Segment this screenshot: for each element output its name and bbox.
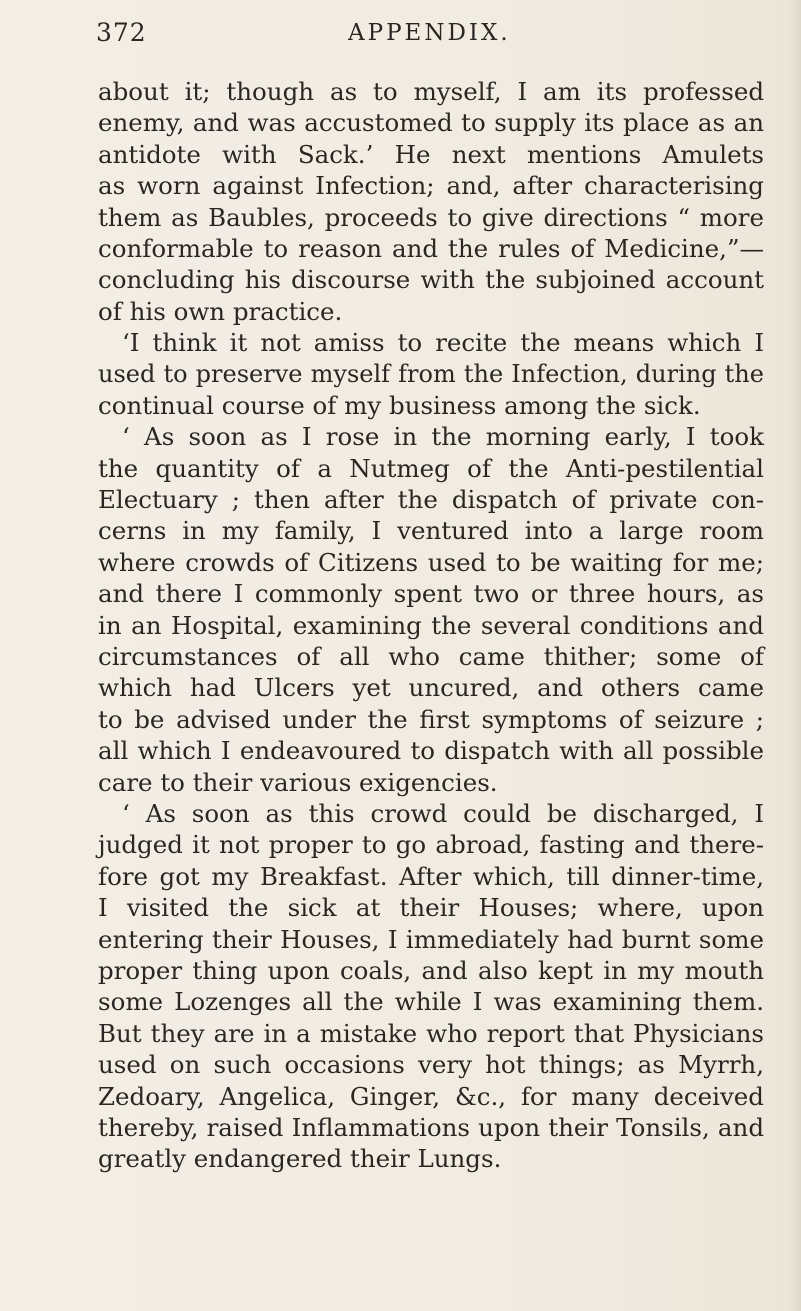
- running-head: [96, 18, 766, 58]
- text-line: ‘I think it not amiss to recite the means which I: [122, 328, 764, 358]
- text-line: But they are in a mistake who report that Physicians: [98, 1018, 764, 1048]
- body-text: [98, 76, 764, 1175]
- text-line: about it; though as to myself, I am its professed: [98, 77, 764, 106]
- text-line: conformable to reason and the rules of Medicine,”—: [98, 233, 764, 263]
- page-edge-shadow: [787, 0, 801, 1311]
- running-title: APPENDIX.: [348, 20, 511, 46]
- text-line: ‘ As soon as I rose in the morning early, I took: [122, 422, 764, 452]
- text-line: cerns in my family, I ventured into a large room: [98, 516, 764, 546]
- text-line: which had Ulcers yet uncured, and others came: [98, 673, 764, 703]
- text-line: the quantity of a Nutmeg of the Anti-pestilential: [98, 453, 764, 483]
- text-line: enemy, and was accustomed to supply its place as an: [98, 108, 764, 138]
- text-line: Electuary ; then after the dispatch of private con-: [98, 485, 764, 515]
- text-line: in an Hospital, examining the several conditions and: [98, 610, 764, 640]
- text-line: thereby, raised Inflammations upon their Tonsils, and: [98, 1112, 764, 1142]
- text-line: circumstances of all who came thither; some of: [98, 642, 764, 672]
- text-line: judged it not proper to go abroad, fasting and there-: [98, 830, 764, 860]
- text-line: used on such occasions very hot things; as Myrrh,: [98, 1050, 764, 1080]
- text-line: entering their Houses, I immediately had burnt some: [98, 924, 764, 954]
- text-line: of his own practice.: [98, 296, 343, 326]
- text-line: ‘ As soon as this crowd could be discharged, I: [122, 798, 764, 828]
- text-line: proper thing upon coals, and also kept in my mouth: [98, 955, 764, 985]
- text-line: fore got my Breakfast. After which, till dinner-time,: [98, 861, 764, 891]
- text-line: greatly endangered their Lungs.: [98, 1144, 502, 1174]
- text-line: as worn against Infection; and, after characterising: [98, 171, 764, 201]
- text-line: all which I endeavoured to dispatch with all possible: [98, 736, 764, 766]
- text-line: care to their various exigencies.: [98, 767, 498, 797]
- text-line: antidote with Sack.’ He next mentions Amulets: [98, 139, 764, 169]
- text-line: and there I commonly spent two or three hours, as: [98, 579, 764, 609]
- text-line: I visited the sick at their Houses; where, upon: [98, 893, 764, 923]
- text-line: where crowds of Citizens used to be waiting for me;: [98, 547, 764, 577]
- text-line: to be advised under the first symptoms of seizure ;: [98, 704, 764, 734]
- text-line: some Lozenges all the while I was examining them.: [98, 987, 764, 1017]
- text-line: concluding his discourse with the subjoined account: [98, 265, 764, 295]
- text-line: them as Baubles, proceeds to give directions “ more: [98, 202, 764, 232]
- text-line: continual course of my business among the sick.: [98, 390, 701, 420]
- page-number: 372: [96, 18, 147, 47]
- text-line: Zedoary, Angelica, Ginger, &c., for many deceived: [98, 1081, 764, 1111]
- text-line: used to preserve myself from the Infection, during the: [98, 359, 764, 388]
